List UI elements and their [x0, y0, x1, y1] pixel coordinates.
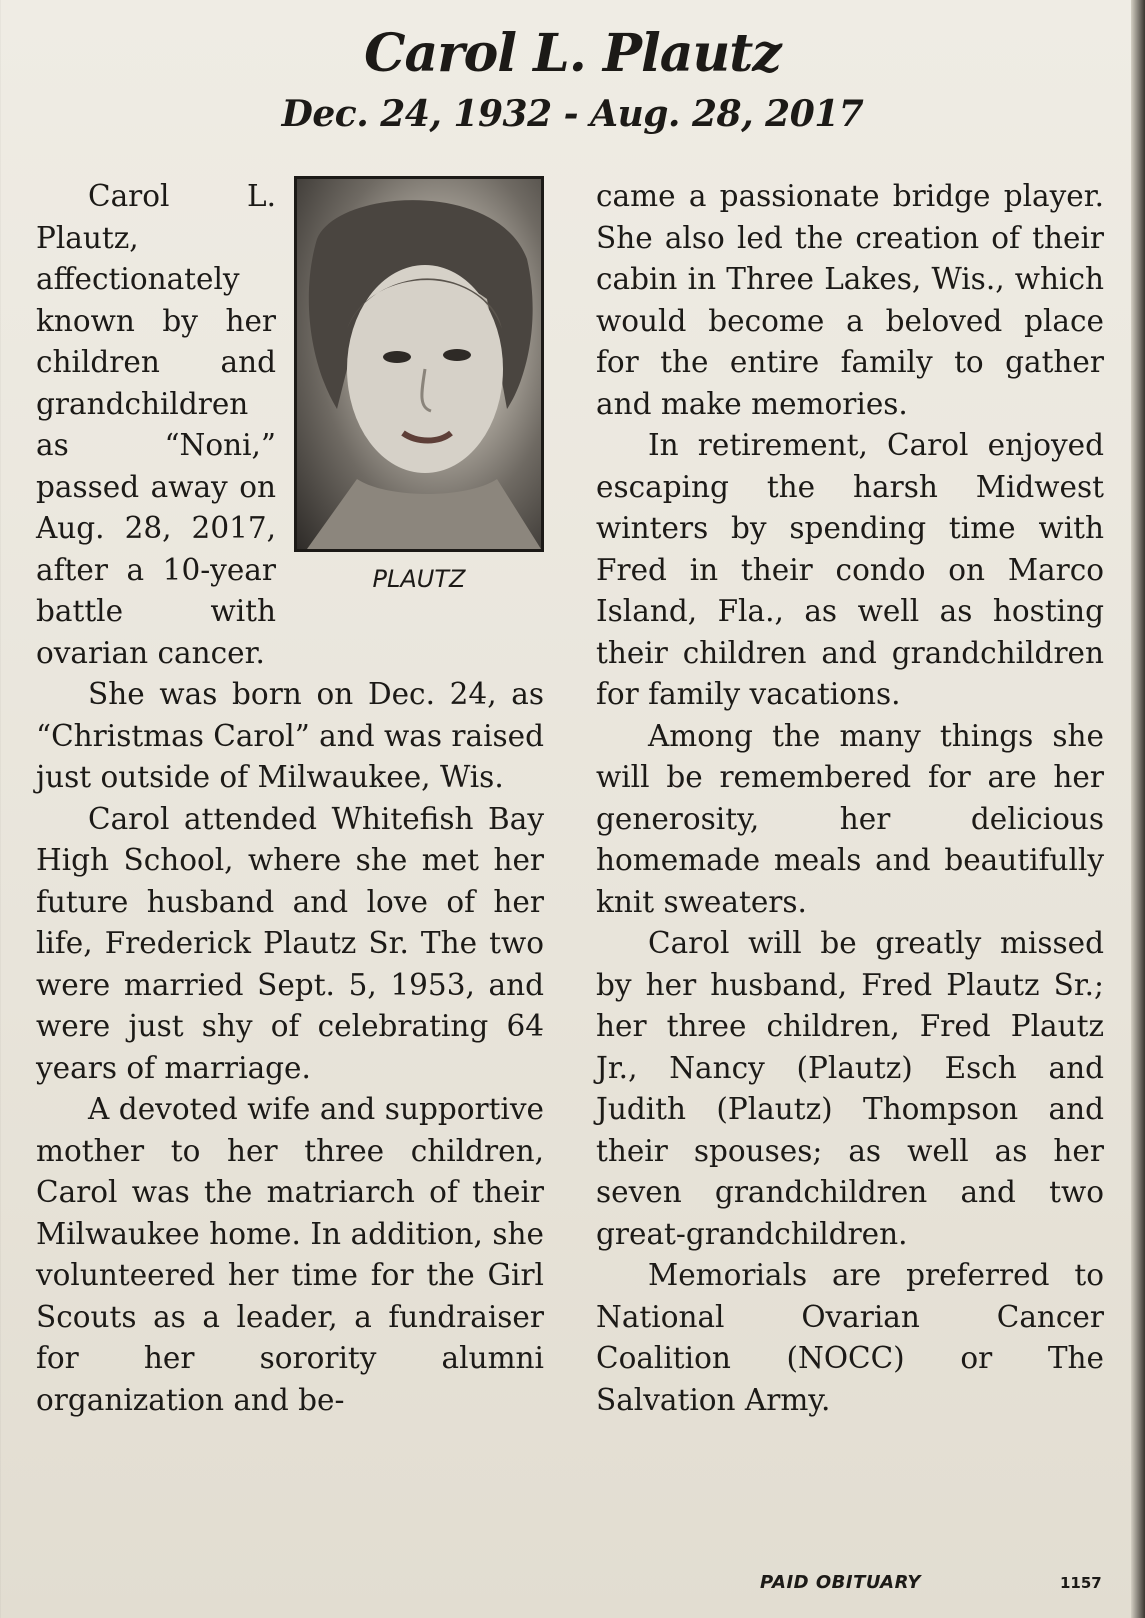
paragraph: Carol will be greatly missed by her husband, Fred Plautz Sr.; her three children, Fred Plautz Jr., Nancy (Plautz) Esch and Judith (Plautz) Thompson and their spouses; as well as her seven grandchildren and two great-grandchildren. — [596, 926, 1104, 1251]
photo-caption: PLAUTZ — [372, 565, 466, 593]
paragraph: She was born on Dec. 24, as “Christmas Carol” and was raised just outside of Milwaukee, Wis. — [36, 677, 544, 794]
clipping-edge — [1131, 0, 1145, 1618]
photo-block — [294, 176, 544, 622]
clipping-number: 1157 — [1060, 1574, 1102, 1592]
left-column — [36, 176, 544, 1421]
obituary-name: Carol L. Plautz — [364, 23, 781, 84]
paragraph: In retirement, Carol enjoyed escaping the harsh Midwest winters by spending time with Fred in their condo on Marco Island, Fla., as well as hosting their children and grandchildren for family vacations. — [596, 428, 1104, 711]
paragraph: Carol attended Whitefish Bay High School, where she met her future husband and love of her life, Frederick Plautz Sr. The two were married Sept. 5, 1953, and were just shy of celebrating 64 years of marriage. — [36, 801, 544, 1085]
paragraph: Among the many things she will be remembered for are her generosity, her delicious homemade meals and beautifully knit sweaters. — [596, 718, 1104, 919]
paragraph: A devoted wife and supportive mother to her three children, Carol was the matriarch of their Milwaukee home. In addition, she volunteered her time for the Girl Scouts as a leader, a fundraiser for her sorority alumni organization and be- — [36, 1092, 544, 1417]
paragraph-continued: came a passionate bridge player. She also led the creation of their cabin in Three Lakes, Wis., which would become a beloved place for the entire family to gather and make memories. — [596, 179, 1104, 421]
paragraph: Carol L. Plautz, affectionately known by her children and grandchildren as “Noni,” passed away on Aug. 28, 2017, after a 10-year battle with ovarian cancer. — [36, 179, 276, 670]
portrait-image — [297, 179, 541, 549]
right-column — [596, 176, 1104, 1421]
portrait-photo — [294, 176, 544, 552]
paid-obituary-label: PAID OBITUARY — [760, 1572, 921, 1593]
obituary-dates: Dec. 24, 1932 - Aug. 28, 2017 — [281, 93, 864, 135]
paragraph: Memorials are preferred to National Ovarian Cancer Coalition (NOCC) or The Salvation Army. — [596, 1258, 1104, 1417]
